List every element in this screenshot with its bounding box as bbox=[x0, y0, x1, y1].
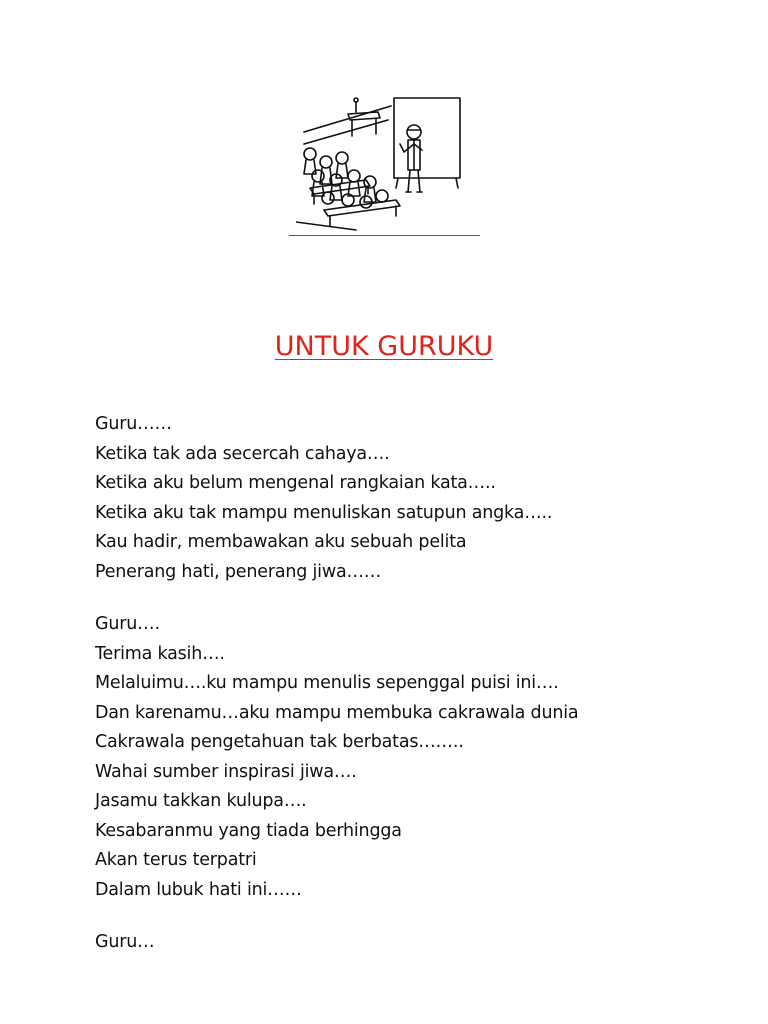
poem-line: Terima kasih…. bbox=[95, 643, 225, 664]
red-divider-line bbox=[289, 235, 480, 236]
poem-line: Ketika tak ada secercah cahaya…. bbox=[95, 443, 390, 464]
stanza-3 bbox=[95, 928, 735, 958]
poem-line: Guru… bbox=[95, 932, 155, 952]
poem-line: Cakrawala pengetahuan tak berbatas…….. bbox=[95, 732, 464, 752]
poem-line: Penerang hati, penerang jiwa…… bbox=[95, 561, 382, 582]
stanza-2 bbox=[95, 610, 735, 905]
teacher-classroom-illustration bbox=[296, 92, 476, 232]
stanza-1 bbox=[95, 410, 735, 587]
teacher-classroom-icon bbox=[296, 92, 476, 232]
poem-line: Kau hadir, membawakan aku sebuah pelita bbox=[95, 532, 467, 552]
poem-line: Jasamu takkan kulupa…. bbox=[95, 791, 307, 811]
poem-line: Guru…. bbox=[95, 614, 160, 634]
poem-line: Dan karenamu…aku mampu membuka cakrawala dunia bbox=[95, 702, 579, 723]
poem-title-text: UNTUK GURUKU bbox=[274, 331, 494, 362]
poem-title bbox=[0, 330, 768, 364]
poem-body bbox=[95, 410, 735, 981]
poem-line: Melaluimu….ku mampu menulis sepenggal puisi ini…. bbox=[95, 673, 559, 693]
poem-line: Wahai sumber inspirasi jiwa…. bbox=[95, 761, 357, 782]
poem-line: Akan terus terpatri bbox=[95, 850, 257, 870]
poem-line: Guru…… bbox=[95, 414, 172, 434]
poem-line: Ketika aku tak mampu menuliskan satupun angka….. bbox=[95, 502, 553, 523]
poem-line: Kesabaranmu yang tiada berhingga bbox=[95, 820, 402, 841]
poem-line: Ketika aku belum mengenal rangkaian kata….. bbox=[95, 473, 496, 493]
poem-line: Dalam lubuk hati ini…… bbox=[95, 879, 302, 900]
